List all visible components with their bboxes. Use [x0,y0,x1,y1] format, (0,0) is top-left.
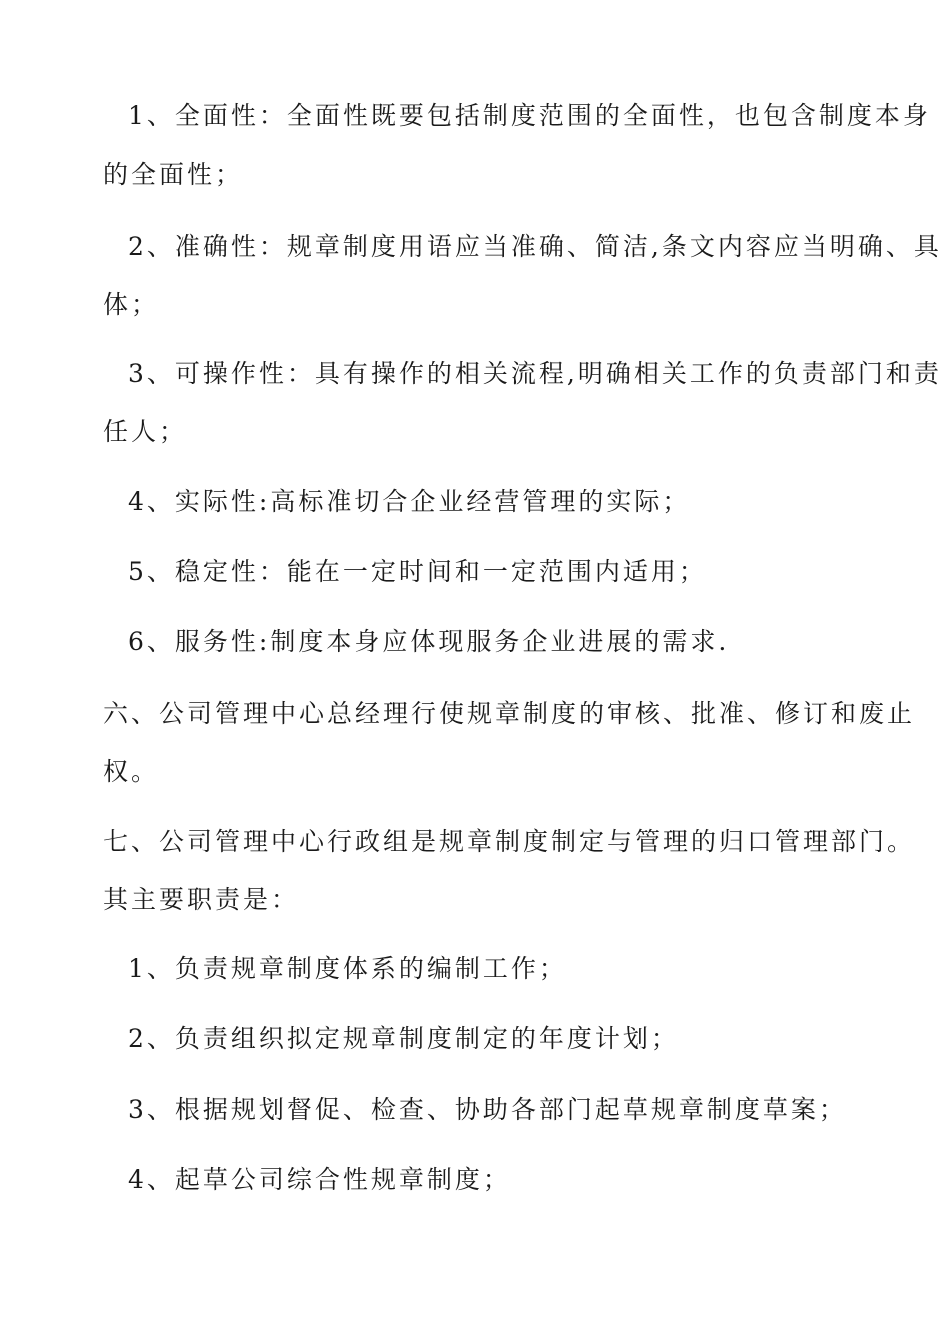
paragraph-line: 4、起草公司综合性规章制度； [128,1165,511,1194]
paragraph-line: 其主要职责是： [103,885,300,914]
paragraph-line: 体； [103,290,160,319]
paragraph-line: 任人； [103,417,188,446]
paragraph-line: 3、可操作性：具有操作的相关流程,明确相关工作的负责部门和责 [128,359,942,388]
paragraph-line: 六、公司管理中心总经理行使规章制度的审核、批准、修订和废止 [103,699,916,728]
paragraph-line: 6、服务性:制度本身应体现服务企业进展的需求. [128,627,730,656]
paragraph-line: 4、实际性:高标准切合企业经营管理的实际； [128,487,691,516]
paragraph-line: 1、负责规章制度体系的编制工作； [128,954,567,983]
paragraph-line: 七、公司管理中心行政组是规章制度制定与管理的归口管理部门。 [103,827,916,856]
paragraph-line: 2、负责组织拟定规章制度制定的年度计划； [128,1024,679,1053]
paragraph-line: 5、稳定性：能在一定时间和一定范围内适用； [128,557,707,586]
paragraph-line: 1、全面性：全面性既要包括制度范围的全面性，也包含制度本身 [128,101,931,130]
paragraph-line: 3、根据规划督促、检查、协助各部门起草规章制度草案； [128,1095,847,1124]
paragraph-line: 权。 [103,757,160,786]
paragraph-line: 2、准确性：规章制度用语应当准确、简洁,条文内容应当明确、具 [128,232,942,261]
paragraph-line: 的全面性； [103,160,244,189]
